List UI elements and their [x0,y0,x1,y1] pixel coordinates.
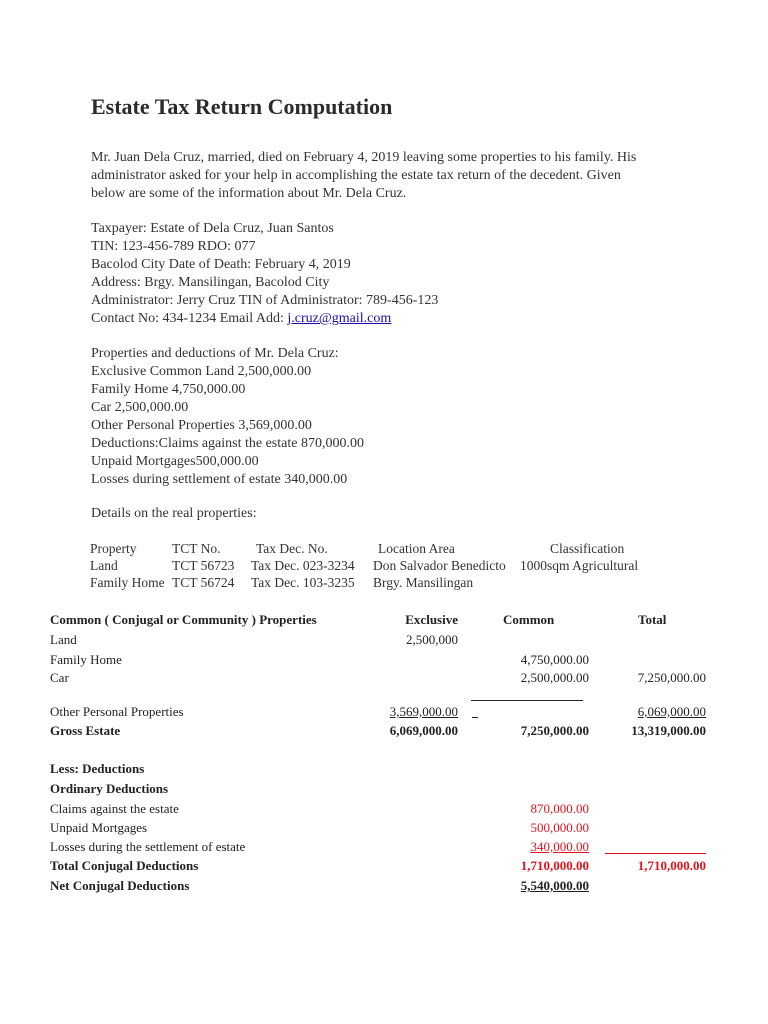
row-label: Car [50,670,69,685]
exclusive-value: 3,569,000.00 [389,704,458,719]
page-title: Estate Tax Return Computation [91,94,393,119]
table-row [0,704,768,722]
row-label: Total Conjugal Deductions [50,858,199,873]
header-cell: Property [90,541,137,556]
row-label: Land [50,632,77,647]
row-label: Losses during the settlement of estate [50,839,246,854]
cell: Don Salvador Benedicto [373,558,506,573]
address-line: Address: Brgy. Mansilingan, Bacolod City [91,275,330,290]
computation-header [0,612,768,630]
cell: Brgy. Mansilingan [373,575,474,590]
header-cell: Location Area [378,541,455,556]
exclusive-value: 2,500,000 [406,632,458,647]
header-common: Common [503,612,555,627]
total-deductions-row [0,858,768,876]
table-row [0,801,768,819]
table-row [0,652,768,670]
row-label: Unpaid Mortgages [50,820,148,835]
row-label: Family Home [50,652,122,667]
row-label: Claims against the estate [50,801,179,816]
intro-line: administrator asked for your help in accomplishing the estate tax return of the decedent. Given [91,168,621,183]
property-item: Unpaid Mortgages500,000.00 [91,454,259,469]
property-item: Family Home 4,750,000.00 [91,382,246,397]
section-heading [0,761,768,779]
property-item: Exclusive Common Land 2,500,000.00 [91,364,312,379]
administrator-line: Administrator: Jerry Cruz TIN of Administrator: 789-456-123 [91,293,439,308]
property-item: Other Personal Properties 3,569,000.00 [91,418,312,433]
common-value: 2,500,000.00 [520,670,589,685]
cell: Family Home [90,575,165,590]
cell: Land [90,558,118,573]
total-value: 6,069,000.00 [637,704,706,719]
header-label: Common ( Conjugal or Community ) Properties [50,612,317,627]
properties-list [91,345,691,489]
row-label: Net Conjugal Deductions [50,878,190,893]
header-cell: Classification [550,541,625,556]
cell: TCT 56724 [172,575,235,590]
row-label: Other Personal Properties [50,704,184,719]
intro-line: below are some of the information about Mr. Dela Cruz. [91,186,407,201]
real-properties-heading: Details on the real properties: [91,506,257,521]
table-row [0,839,768,857]
row-label: Gross Estate [50,723,121,738]
common-value: 1,710,000.00 [520,858,589,873]
cell: Tax Dec. 103-3235 [251,575,355,590]
common-value: 7,250,000.00 [520,723,589,738]
contact-line [91,310,691,328]
net-deductions-row [0,878,768,896]
header-exclusive: Exclusive [405,612,458,627]
divider-line [605,853,706,854]
table-row [0,632,768,650]
property-item: Deductions:Claims against the estate 870,000.00 [91,436,364,451]
ordinary-deductions-label: Ordinary Deductions [50,781,169,796]
total-value: 1,710,000.00 [637,858,706,873]
header-cell: Tax Dec. No. [256,541,328,556]
exclusive-value: 6,069,000.00 [389,723,458,738]
taxpayer-info [91,220,691,328]
divider-line [472,717,478,718]
property-item: Car 2,500,000.00 [91,400,189,415]
total-value: 13,319,000.00 [631,723,706,738]
divider-line [471,700,583,701]
common-value: 500,000.00 [530,820,589,835]
intro-line: Mr. Juan Dela Cruz, married, died on February 4, 2019 leaving some properties to his family. His [91,150,637,165]
city-line: Bacolod City Date of Death: February 4, 2019 [91,257,351,272]
total-value: 7,250,000.00 [637,670,706,685]
cell: Tax Dec. 023-3234 [251,558,355,573]
tin-line: TIN: 123-456-789 RDO: 077 [91,239,256,254]
taxpayer-line: Taxpayer: Estate of Dela Cruz, Juan Santos [91,221,334,236]
cell: TCT 56723 [172,558,235,573]
section-heading [0,781,768,799]
header-total: Total [638,612,667,627]
property-item: Losses during settlement of estate 340,000.00 [91,472,348,487]
header-cell: TCT No. [172,541,221,556]
common-value: 5,540,000.00 [520,878,589,893]
email-link[interactable]: j.cruz@gmail.com [287,311,392,326]
common-value: 340,000.00 [530,839,589,854]
intro-paragraph [91,149,691,203]
common-value: 870,000.00 [530,801,589,816]
table-row [0,670,768,688]
cell: 1000sqm Agricultural [520,558,639,573]
contact-text: Contact No: 434-1234 Email Add: [91,311,288,326]
less-deductions-label: Less: Deductions [50,761,145,776]
gross-estate-row [0,723,768,741]
common-value: 4,750,000.00 [520,652,589,667]
properties-heading: Properties and deductions of Mr. Dela Cruz: [91,346,339,361]
table-row [0,820,768,838]
